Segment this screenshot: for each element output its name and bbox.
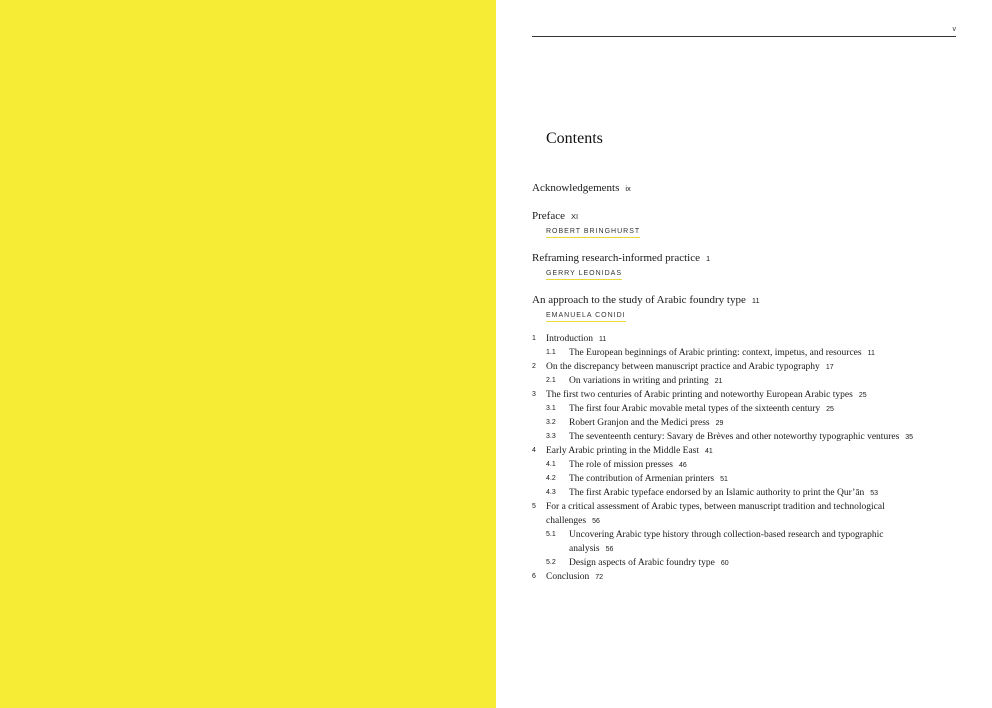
header-rule — [532, 36, 956, 37]
section-number: 3.3 — [546, 433, 556, 440]
toc-entry-acknowledgements[interactable] — [532, 182, 631, 195]
toc-section-continuation[interactable]: challenges 56 — [546, 516, 600, 526]
entry-page: 1 — [705, 254, 711, 263]
entry-author: GERRY LEONIDAS — [546, 269, 622, 280]
toc-section[interactable]: The European beginnings of Arabic printing: context, impetus, and resources 11 — [569, 348, 875, 358]
entry-page: XI — [570, 212, 579, 221]
entry-page: ix — [625, 184, 631, 193]
section-number: 2.1 — [546, 377, 556, 384]
toc-section[interactable]: Robert Granjon and the Medici press 29 — [569, 418, 724, 428]
section-number: 6 — [532, 573, 536, 580]
entry-title: Preface — [532, 210, 565, 222]
toc-section[interactable]: Uncovering Arabic type history through collection-based research and typographic — [569, 530, 884, 540]
entry-author: ROBERT BRINGHURST — [546, 227, 640, 238]
page-title: Contents — [546, 130, 603, 147]
toc-entry-approach[interactable] — [532, 294, 760, 307]
toc-section[interactable]: Conclusion 72 — [546, 572, 604, 582]
toc-section[interactable]: The first two centuries of Arabic printing and noteworthy European Arabic types 25 — [546, 390, 867, 400]
entry-title: An approach to the study of Arabic foundry type — [532, 294, 746, 306]
section-number: 1 — [532, 335, 536, 342]
page-number: v — [952, 26, 956, 33]
section-number: 5.2 — [546, 559, 556, 566]
section-number: 2 — [532, 363, 536, 370]
section-number: 3 — [532, 391, 536, 398]
toc-section[interactable]: The contribution of Armenian printers 51 — [569, 474, 728, 484]
section-number: 4.3 — [546, 489, 556, 496]
entry-author: EMANUELA CONIDI — [546, 311, 626, 322]
section-number: 4.2 — [546, 475, 556, 482]
entry-page: 11 — [751, 296, 760, 305]
toc-section[interactable]: The first Arabic typeface endorsed by an Islamic authority to print the Qur’ān 53 — [569, 488, 879, 498]
toc-section[interactable]: Design aspects of Arabic foundry type 60 — [569, 558, 729, 568]
toc-section[interactable]: The seventeenth century: Savary de Brèves and other noteworthy typographic ventures 35 — [569, 432, 914, 442]
toc-section[interactable]: On the discrepancy between manuscript practice and Arabic typography 17 — [546, 362, 834, 372]
section-number: 4.1 — [546, 461, 556, 468]
section-number: 5 — [532, 503, 536, 510]
toc-section-continuation[interactable]: analysis 56 — [569, 544, 614, 554]
entry-title: Reframing research-informed practice — [532, 252, 700, 264]
section-number: 3.2 — [546, 419, 556, 426]
toc-section[interactable]: The first four Arabic movable metal types of the sixteenth century 25 — [569, 404, 834, 414]
section-number: 1.1 — [546, 349, 556, 356]
section-number: 3.1 — [546, 405, 556, 412]
section-number: 4 — [532, 447, 536, 454]
toc-section[interactable]: On variations in writing and printing 21 — [569, 376, 723, 386]
toc-section[interactable]: Introduction 11 — [546, 334, 607, 344]
toc-section[interactable]: For a critical assessment of Arabic types, between manuscript tradition and technological — [546, 502, 885, 512]
section-number: 5.1 — [546, 531, 556, 538]
toc-section[interactable]: The role of mission presses 46 — [569, 460, 687, 470]
toc-entry-preface[interactable] — [532, 210, 578, 223]
entry-title: Acknowledgements — [532, 182, 620, 194]
toc-entry-reframing[interactable] — [532, 252, 710, 265]
toc-section[interactable]: Early Arabic printing in the Middle East 41 — [546, 446, 713, 456]
